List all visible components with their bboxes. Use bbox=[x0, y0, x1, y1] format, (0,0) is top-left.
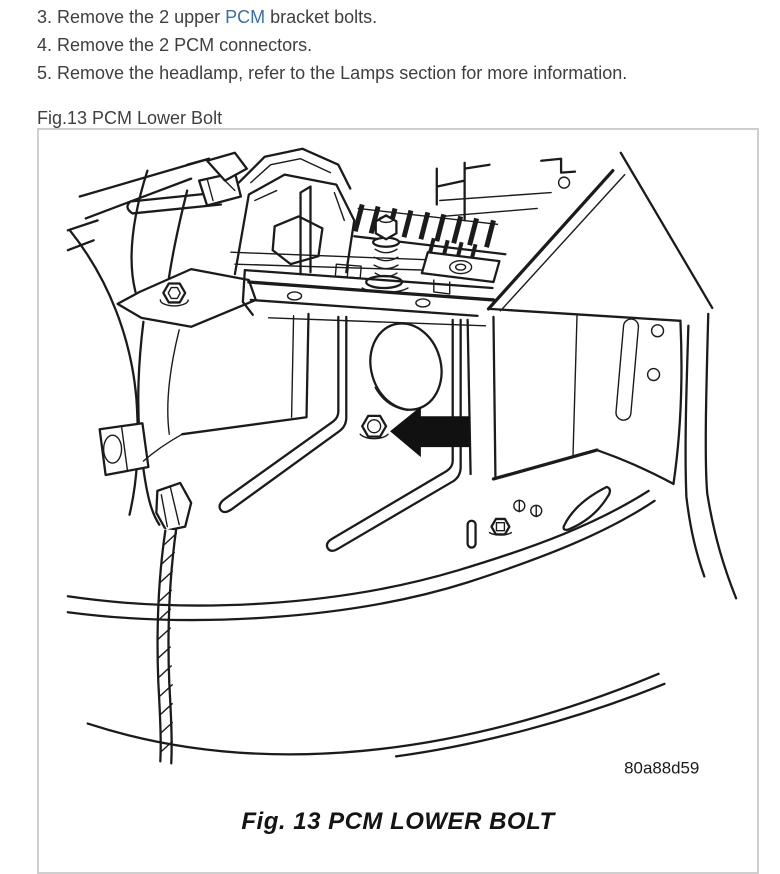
panel-hole bbox=[360, 315, 451, 418]
step-5: 5. Remove the headlamp, refer to the Lamps section for more information. bbox=[37, 63, 628, 83]
wall-rib bbox=[220, 317, 347, 512]
figure-label: Fig.13 PCM Lower Bolt bbox=[37, 108, 223, 128]
step-3-text: 3. Remove the 2 upper bbox=[37, 7, 226, 27]
step-3 bbox=[37, 3, 757, 31]
left-bracket-plate bbox=[118, 269, 256, 327]
fender-top-structure bbox=[68, 153, 247, 250]
figure-box bbox=[37, 128, 759, 874]
arrow-indicator bbox=[390, 406, 470, 457]
harness-block bbox=[100, 423, 149, 475]
far-right-edge bbox=[686, 314, 737, 598]
floor-pins bbox=[514, 500, 542, 516]
procedure-steps bbox=[37, 3, 757, 87]
pcm-link[interactable]: PCM bbox=[225, 7, 266, 27]
pcm-lower-bolt-figure bbox=[40, 130, 756, 808]
step-3-text-suffix: bracket bolts. bbox=[265, 7, 378, 27]
image-code: 80a88d59 bbox=[624, 758, 700, 778]
lower-bolt bbox=[360, 416, 388, 439]
floor-details bbox=[468, 487, 610, 548]
floor-pin-slot bbox=[468, 521, 476, 548]
right-panel bbox=[489, 309, 681, 484]
floor-nut bbox=[489, 519, 511, 535]
figure-caption: Fig. 13 PCM LOWER BOLT bbox=[241, 808, 555, 835]
page-content bbox=[37, 3, 757, 129]
cable bbox=[156, 483, 191, 763]
step-4: 4. Remove the 2 PCM connectors. bbox=[37, 35, 313, 55]
